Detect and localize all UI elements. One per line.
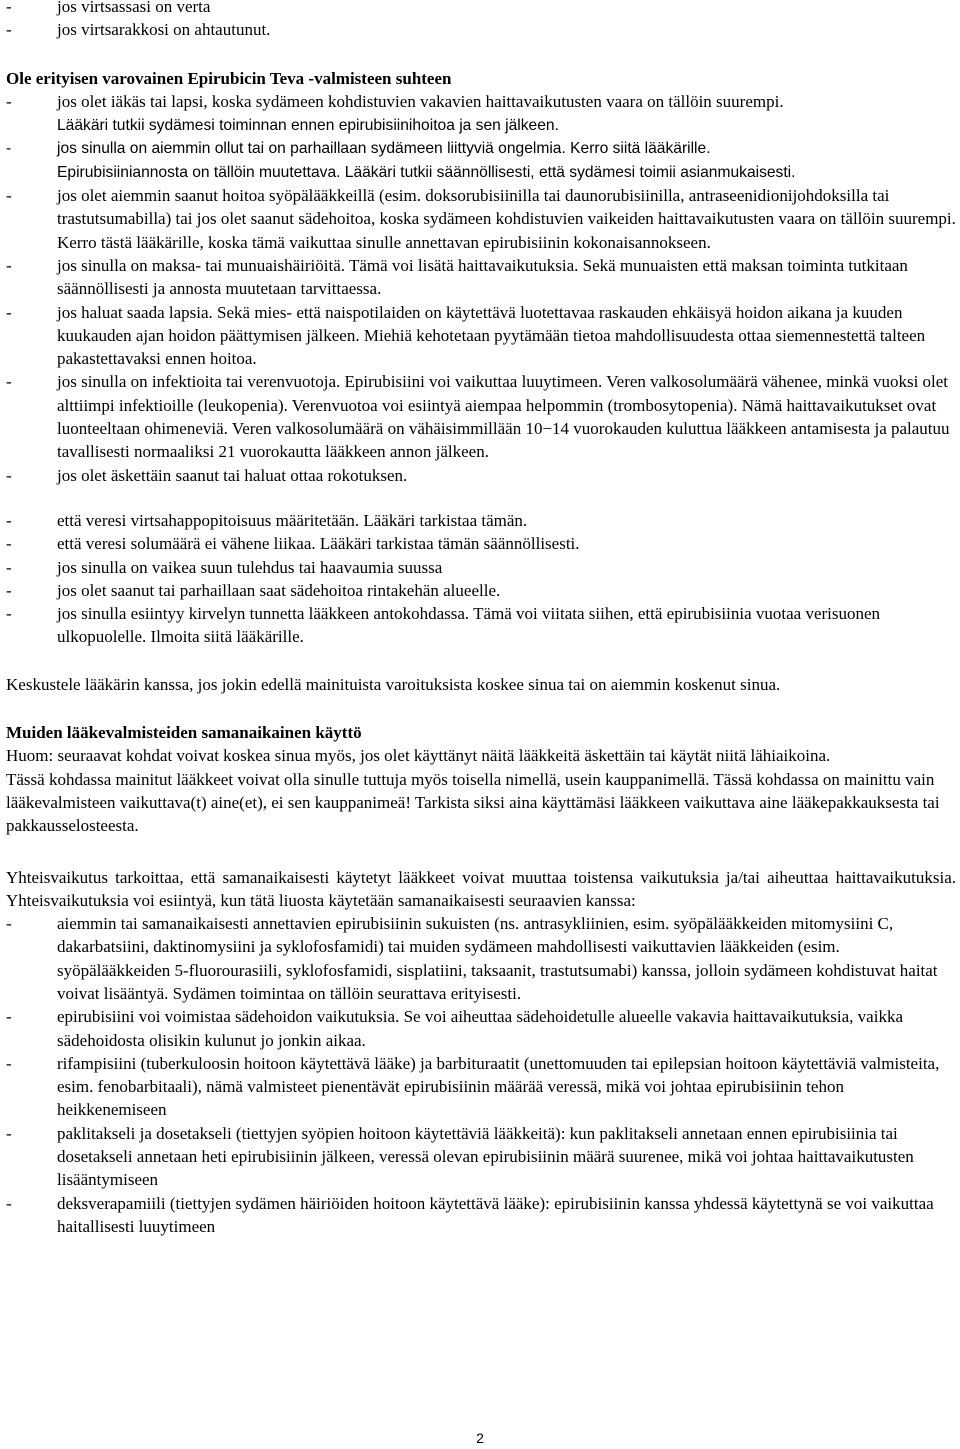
spacer bbox=[6, 649, 956, 673]
bullet-dash: - bbox=[6, 465, 12, 485]
spacer bbox=[6, 487, 956, 509]
spacer bbox=[6, 696, 956, 721]
list-item bbox=[6, 0, 956, 18]
bullet-dash: - bbox=[6, 510, 12, 530]
bullet-dash: - bbox=[6, 186, 12, 206]
bullet-dash: - bbox=[6, 372, 12, 392]
list-item bbox=[6, 370, 956, 463]
bullet-dash: - bbox=[6, 534, 12, 554]
list-item bbox=[6, 912, 956, 1005]
list-item bbox=[6, 137, 956, 184]
list-item-text: paklitakseli ja dosetakseli (tiettyjen syöpien hoitoon käytettäviä lääkkeitä): kun paklitakseli annetaan ennen epirubisiinia tai dosetakseli annetaan heti epirubisiinin jälkeen, veressä olevan epirubisiinin määrä suurenee, mikä voi johtaa haittavaikutusten lisääntymiseen bbox=[57, 1123, 914, 1190]
list-item-text: jos olet iäkäs tai lapsi, koska sydämeen kohdistuvien vakavien haittavaikutusten vaara on tällöin suurempi. bbox=[57, 91, 784, 111]
list-item bbox=[6, 579, 956, 602]
list-item bbox=[6, 1005, 956, 1052]
bullet-dash: - bbox=[6, 91, 12, 111]
bullet-dash: - bbox=[6, 580, 12, 600]
list-item-text: jos olet saanut tai parhaillaan saat sädehoitoa rintakehän alueelle. bbox=[57, 580, 501, 600]
list-item bbox=[6, 464, 956, 487]
bullet-dash: - bbox=[6, 1193, 12, 1213]
bullet-dash: - bbox=[6, 1007, 12, 1027]
list-item-text: jos olet aiemmin saanut hoitoa syöpälääkkeillä (esim. doksorubisiinilla tai daunorubisiinilla, antraseenidionijohdoksilla tai trastutsumabilla) tai jos olet saanut sädehoitoa, koska sydämeen kohdistuvien vaikeiden haittavaikutusten vaara on tällöin suurempi. Kerro tästä lääkärille, koska tämä vaikuttaa sinulle annettavan epirubisiinin kokonaisannokseen. bbox=[57, 186, 956, 252]
bullet-dash: - bbox=[6, 0, 12, 16]
bullet-dash: - bbox=[6, 302, 12, 322]
list-item-text: aiemmin tai samanaikaisesti annettavien epirubisiinin sukuisten (ns. antrasykliinien, esim. syöpälääkkeiden mitomysiini C, dakarbatsiini, daktinomysiini ja syklofosfamidi) tai muiden sydämeen mahdollisesti vaikuttavien lääkkeiden (esim. syöpälääkkeiden 5-fluorourasiili, syklofosfamidi, sisplatiini, taksaanit, trastutsumabi) kanssa, jolloin sydämeen kohdistuvat haitat voivat lisääntyä. Sydämen toimintaa on tällöin seurattava erityisesti. bbox=[57, 914, 938, 1003]
list-item-text: jos virtsassasi on verta bbox=[57, 0, 211, 16]
list-item-text: deksverapamiili (tiettyjen sydämen häiriöiden hoitoon käytettävä lääke): epirubisiinin kanssa yhdessä käytettynä se voi vaikuttaa haitallisesti luuytimeen bbox=[57, 1193, 934, 1236]
section-heading-interactions: Muiden lääkevalmisteiden samanaikainen käyttö bbox=[6, 723, 362, 743]
list-item bbox=[6, 556, 956, 579]
bullet-dash: - bbox=[6, 1123, 12, 1143]
list-item bbox=[6, 1192, 956, 1239]
bullet-dash: - bbox=[6, 914, 12, 934]
list-item-text: epirubisiini voi voimistaa sädehoidon vaikutuksia. Se voi aiheuttaa sädehoidetulle alueelle vakavia haittavaikutuksia, vaikka sädehoidosta olisikin kulunut jo jonkin aikaa. bbox=[57, 1007, 903, 1050]
list-item bbox=[6, 301, 956, 371]
list-item bbox=[6, 509, 956, 532]
list-item bbox=[6, 532, 956, 555]
list-item-subtext: Epirubisiiniannosta on tällöin muutettava. Lääkäri tutkii säännöllisesti, että sydämesi toimii asianmukaisesti. bbox=[57, 163, 796, 181]
list-item bbox=[6, 1052, 956, 1122]
list-item-text: rifampisiini (tuberkuloosin hoitoon käytettävä lääke) ja barbituraatit (unettomuuden tai epilepsian hoitoon käytettäviä valmisteita, esim. fenobarbitaali), nämä valmisteet pienentävät epirubisiinin määrää veressä, mikä voi johtaa epirubisiinin tehon heikkenemiseen bbox=[57, 1053, 940, 1120]
list-item bbox=[6, 184, 956, 254]
section-heading-caution: Ole erityisen varovainen Epirubicin Teva -valmisteen suhteen bbox=[6, 68, 452, 88]
list-item-text: että veresi virtsahappopitoisuus määritetään. Lääkäri tarkistaa tämän. bbox=[57, 510, 528, 530]
list-item bbox=[6, 18, 956, 41]
list-item bbox=[6, 90, 956, 138]
discuss-paragraph: Keskustele lääkärin kanssa, jos jokin edellä mainituista varoituksista koskee sinua tai on aiemmin koskenut sinua. bbox=[6, 674, 781, 694]
bullet-dash: - bbox=[6, 20, 12, 40]
list-item-text: jos sinulla on vaikea suun tulehdus tai haavaumia suussa bbox=[57, 557, 443, 577]
list-item-text: jos olet äskettäin saanut tai haluat ottaa rokotuksen. bbox=[57, 465, 408, 485]
list-item bbox=[6, 254, 956, 301]
bullet-dash: - bbox=[6, 604, 12, 624]
list-item-subtext: Lääkäri tutkii sydämesi toiminnan ennen epirubisiinihoitoa ja sen jälkeen. bbox=[57, 117, 559, 135]
list-item bbox=[6, 1122, 956, 1192]
bullet-dash: - bbox=[6, 557, 12, 577]
list-item-text: jos sinulla on maksa- tai munuaishäiriöitä. Tämä voi lisätä haittavaikutuksia. Sekä munuaisten että maksan toiminta tutkitaan säännöllisesti ja annosta muutetaan tarvittaessa. bbox=[57, 255, 908, 299]
list-item-text: jos virtsarakkosi on ahtautunut. bbox=[57, 20, 271, 40]
list-item-text: jos sinulla esiintyy kirvelyn tunnetta lääkkeen antokohdassa. Tämä voi viitata siihen, että epirubisiinia vuotaa verisuonen ulkopuolelle. Ilmoita siitä lääkärille. bbox=[57, 604, 881, 647]
page-number: 2 bbox=[476, 1430, 484, 1446]
spacer bbox=[6, 838, 956, 866]
spacer bbox=[6, 42, 956, 67]
bullet-dash: - bbox=[6, 255, 12, 275]
list-item-text: jos sinulla on infektioita tai verenvuotoja. Epirubisiini voi vaikuttaa luuytimeen. Veren valkosolumäärä vähenee, minkä vuoksi olet alttiimpi infektioille (leukopenia). Verenvuotoa voi esiintyä aiempaa helpommin (trombosytopenia). Nämä haittavaikutukset ovat luonteeltaan ohimeneviä. Veren valkosolumäärä on vähäisimmillään 10−14 vuorokauden kuluttua lääkkeen antamisesta ja palautuu tavallisesti normaaliksi 21 vuorokautta lääkkeen annon jälkeen. bbox=[57, 372, 950, 462]
bullet-dash: - bbox=[6, 140, 12, 158]
list-item-text: jos sinulla on aiemmin ollut tai on parhaillaan sydämeen liittyviä ongelmia. Kerro siitä lääkärille. bbox=[57, 140, 711, 158]
interaction-paragraph: Yhteisvaikutus tarkoittaa, että samanaikaisesti käytetyt lääkkeet voivat muuttaa toistensa vaikutuksia ja/tai aiheuttaa haittavaikutuksia. Yhteisvaikutuksia voi esiintyä, kun tätä liuosta käytetään samanaikaisesti seuraavien kanssa: bbox=[6, 867, 956, 910]
info-paragraph: Tässä kohdassa mainitut lääkkeet voivat olla sinulle tuttuja myös toisella nimellä, usein kauppanimellä. Tässä kohdassa on mainittu vain lääkevalmisteen vaikuttava(t) aine(et), ei sen kauppanimeä! Tarkista siksi aina käyttämäsi lääkkeen vaikuttava aine lääkepakkauksesta tai pakkausselosteesta. bbox=[6, 769, 940, 836]
list-item-text: jos haluat saada lapsia. Sekä mies- että naispotilaiden on käytettävä luotettavaa raskauden ehkäisyä hoidon aikana ja kuuden kuukauden ajan hoidon päättymisen jälkeen. Miehiä kehotetaan pyytämään tietoa mahdollisuudesta ottaa siemennestettä talteen pakastettavaksi ennen hoitoa. bbox=[57, 302, 926, 369]
document-content bbox=[6, 0, 956, 1238]
list-item bbox=[6, 602, 956, 649]
bullet-dash: - bbox=[6, 1053, 12, 1073]
list-item-text: että veresi solumäärä ei vähene liikaa. Lääkäri tarkistaa tämän säännöllisesti. bbox=[57, 534, 580, 554]
note-paragraph: Huom: seuraavat kohdat voivat koskea sinua myös, jos olet käyttänyt näitä lääkkeitä äskettäin tai käytät niitä lähiaikoina. bbox=[6, 746, 831, 766]
